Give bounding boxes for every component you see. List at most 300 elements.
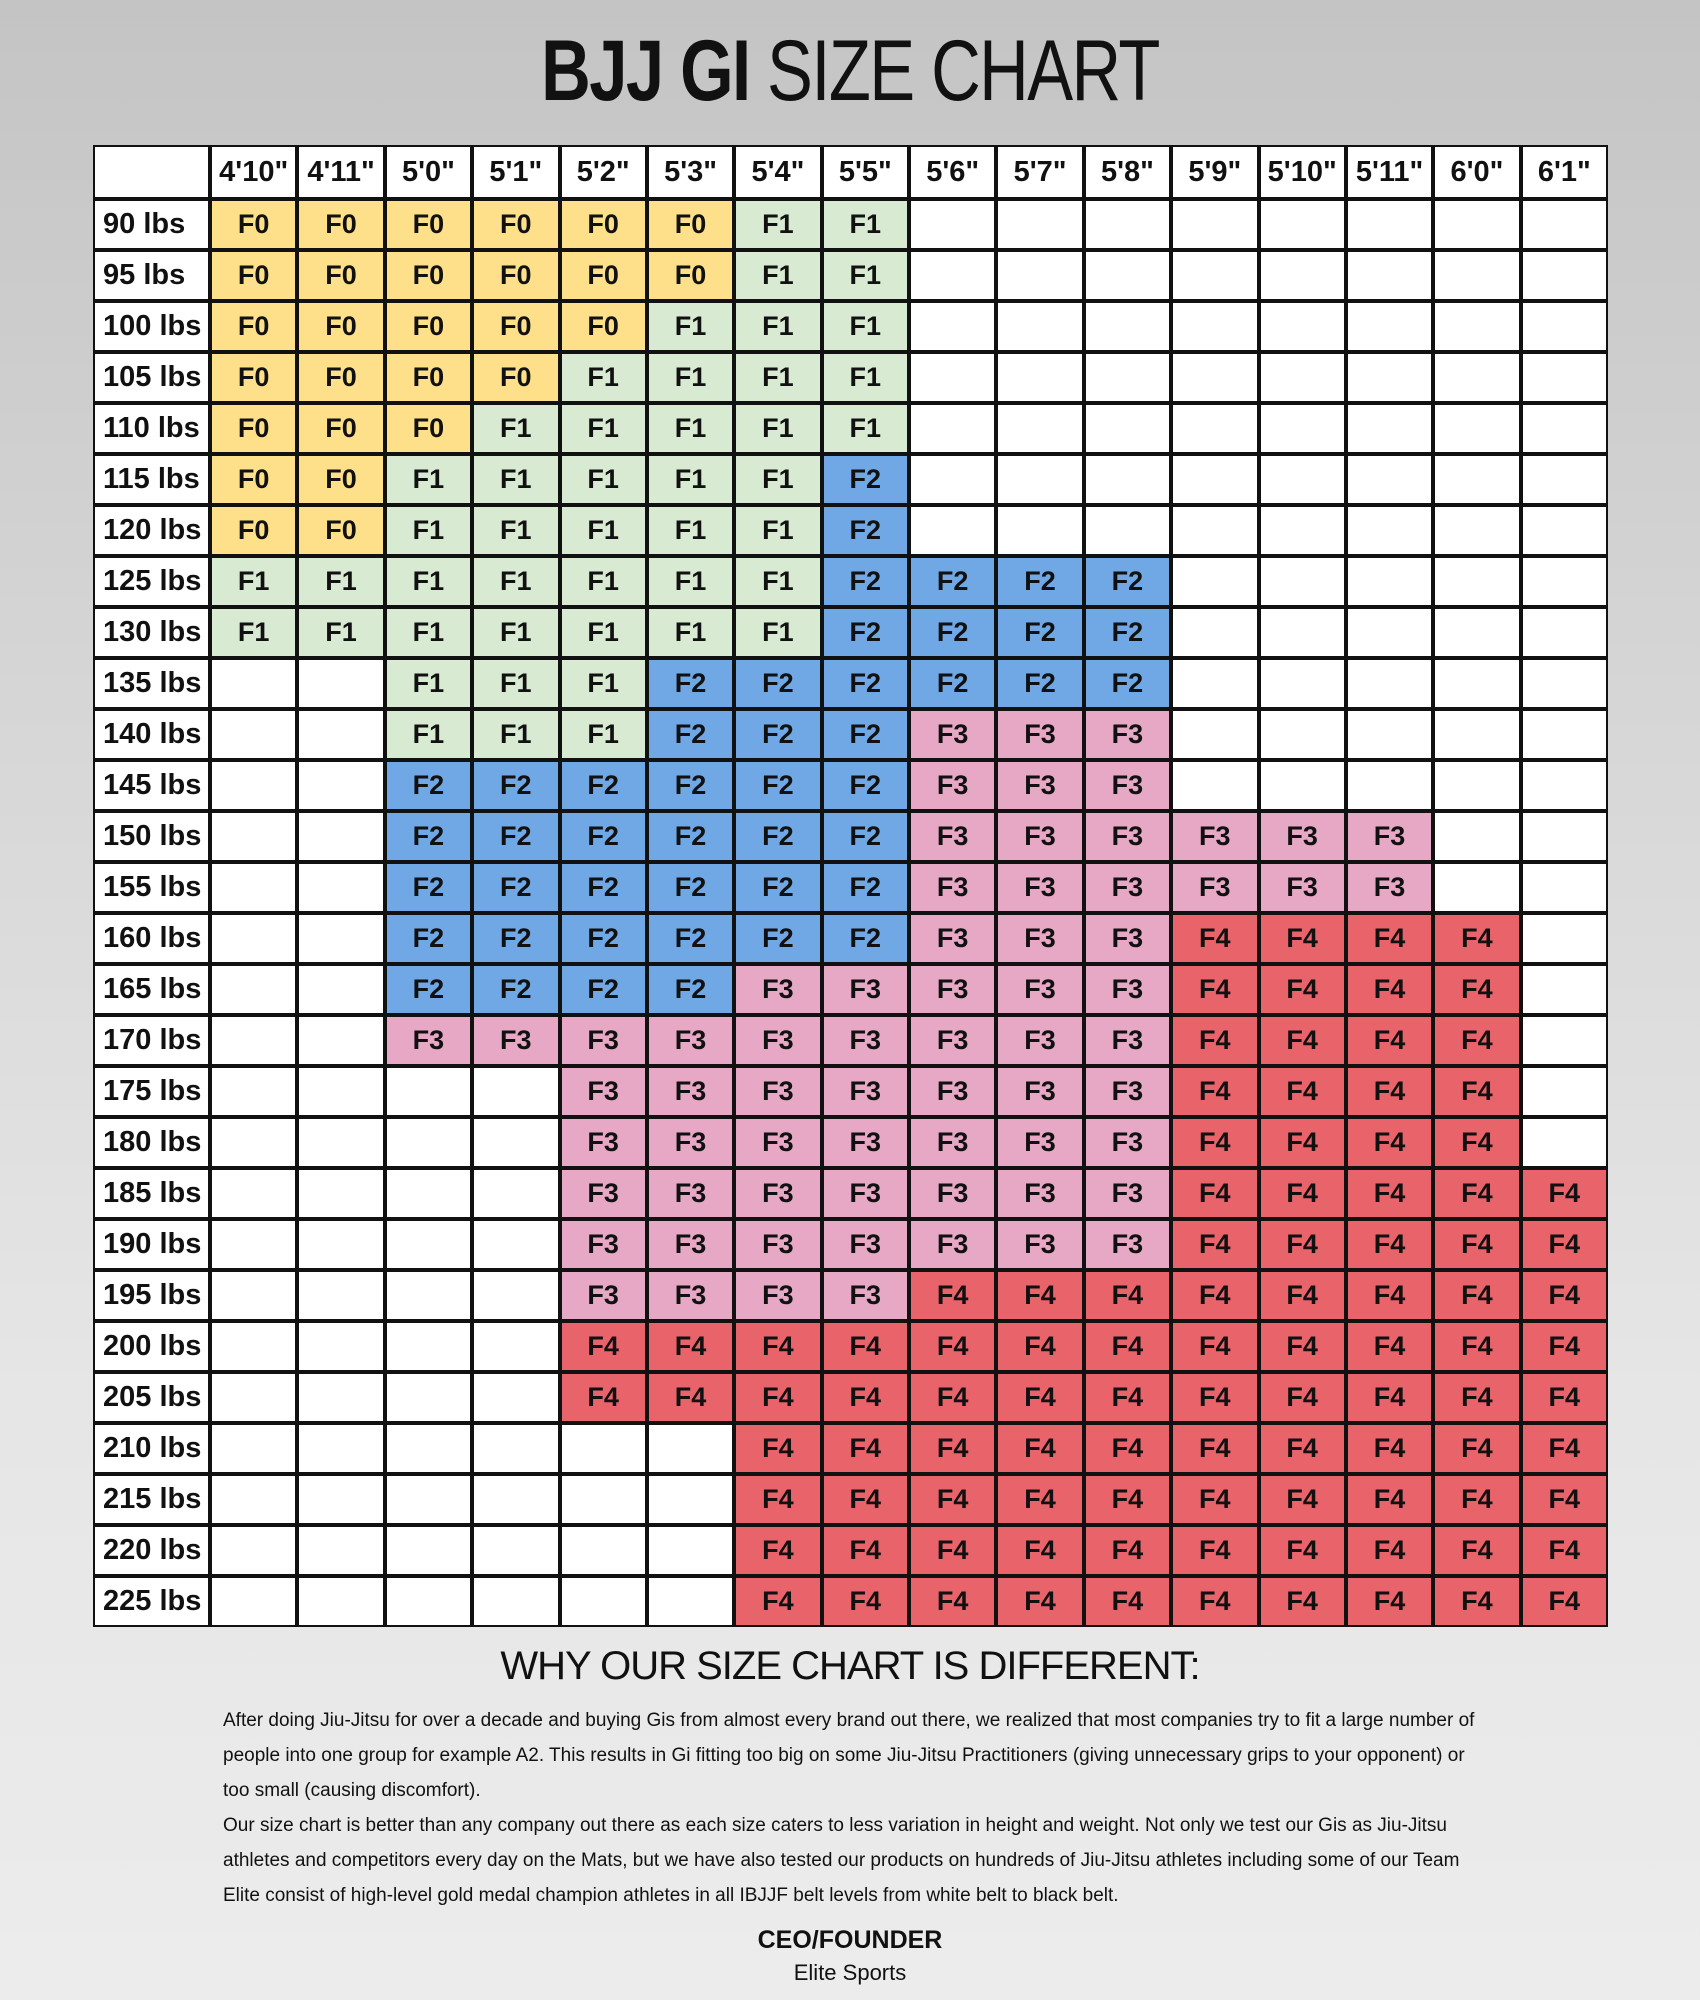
size-cell: F2 <box>649 660 732 707</box>
size-cell: F1 <box>736 252 819 299</box>
size-cell: F1 <box>387 711 470 758</box>
size-cell: F0 <box>387 405 470 452</box>
empty-cell <box>1435 201 1518 248</box>
column-header: 5'8" <box>1086 147 1169 197</box>
size-cell: F3 <box>1086 813 1169 860</box>
row-label: 185 lbs <box>95 1170 208 1217</box>
empty-cell <box>474 1374 557 1421</box>
empty-cell <box>474 1272 557 1319</box>
empty-cell <box>299 1323 382 1370</box>
empty-cell <box>649 1578 732 1625</box>
size-cell: F2 <box>911 609 994 656</box>
size-cell: F4 <box>1261 1170 1344 1217</box>
row-label: 165 lbs <box>95 966 208 1013</box>
empty-cell <box>1435 609 1518 656</box>
empty-cell <box>911 252 994 299</box>
empty-cell <box>1261 201 1344 248</box>
size-cell: F3 <box>911 762 994 809</box>
empty-cell <box>1435 456 1518 503</box>
empty-cell <box>212 1119 295 1166</box>
size-cell: F3 <box>736 1221 819 1268</box>
row-label: 105 lbs <box>95 354 208 401</box>
empty-cell <box>212 1425 295 1472</box>
size-cell: F1 <box>562 660 645 707</box>
size-cell: F0 <box>649 201 732 248</box>
row-label: 190 lbs <box>95 1221 208 1268</box>
row-label: 195 lbs <box>95 1272 208 1319</box>
row-label: 155 lbs <box>95 864 208 911</box>
size-cell: F4 <box>998 1272 1081 1319</box>
size-cell: F2 <box>387 813 470 860</box>
empty-cell <box>1348 252 1431 299</box>
column-header: 4'11" <box>299 147 382 197</box>
size-cell: F4 <box>1348 1068 1431 1115</box>
size-cell: F4 <box>1348 1221 1431 1268</box>
size-cell: F4 <box>562 1374 645 1421</box>
empty-cell <box>1173 558 1256 605</box>
size-cell: F3 <box>649 1017 732 1064</box>
size-cell: F0 <box>387 354 470 401</box>
row-label: 150 lbs <box>95 813 208 860</box>
row-label: 125 lbs <box>95 558 208 605</box>
section-title: WHY OUR SIZE CHART IS DIFFERENT: <box>500 1644 1200 1688</box>
row-label: 160 lbs <box>95 915 208 962</box>
size-cell: F0 <box>387 201 470 248</box>
column-header: 5'5" <box>824 147 907 197</box>
size-cell: F0 <box>212 354 295 401</box>
size-cell: F4 <box>1523 1527 1606 1574</box>
size-cell: F4 <box>1086 1578 1169 1625</box>
size-cell: F4 <box>1523 1374 1606 1421</box>
empty-cell <box>212 1578 295 1625</box>
size-cell: F1 <box>736 609 819 656</box>
empty-cell <box>1261 609 1344 656</box>
empty-cell <box>1435 303 1518 350</box>
empty-cell <box>212 1068 295 1115</box>
size-cell: F3 <box>562 1068 645 1115</box>
empty-cell <box>299 660 382 707</box>
empty-cell <box>1348 405 1431 452</box>
empty-cell <box>1523 456 1606 503</box>
empty-cell <box>299 1425 382 1472</box>
size-cell: F2 <box>824 864 907 911</box>
empty-cell <box>1435 405 1518 452</box>
size-cell: F4 <box>1523 1476 1606 1523</box>
empty-cell <box>387 1578 470 1625</box>
size-cell: F2 <box>911 558 994 605</box>
size-cell: F3 <box>998 915 1081 962</box>
size-cell: F4 <box>998 1425 1081 1472</box>
size-cell: F2 <box>824 711 907 758</box>
empty-cell <box>387 1323 470 1370</box>
empty-cell <box>1086 507 1169 554</box>
empty-cell <box>1435 252 1518 299</box>
empty-cell <box>387 1068 470 1115</box>
size-cell: F1 <box>299 558 382 605</box>
title-rest: SIZE CHART <box>749 23 1159 119</box>
size-cell: F1 <box>824 303 907 350</box>
size-cell: F4 <box>824 1476 907 1523</box>
size-cell: F2 <box>562 915 645 962</box>
empty-cell <box>562 1476 645 1523</box>
size-cell: F3 <box>1086 864 1169 911</box>
empty-cell <box>387 1527 470 1574</box>
empty-cell <box>1523 252 1606 299</box>
size-cell: F4 <box>1261 1017 1344 1064</box>
empty-cell <box>1435 711 1518 758</box>
empty-cell <box>1261 558 1344 605</box>
row-label: 210 lbs <box>95 1425 208 1472</box>
empty-cell <box>998 252 1081 299</box>
size-cell: F3 <box>911 864 994 911</box>
size-cell: F0 <box>299 354 382 401</box>
size-cell: F1 <box>736 456 819 503</box>
size-cell: F1 <box>474 405 557 452</box>
empty-cell <box>299 966 382 1013</box>
row-label: 95 lbs <box>95 252 208 299</box>
size-cell: F4 <box>998 1578 1081 1625</box>
empty-cell <box>1173 354 1256 401</box>
size-cell: F3 <box>824 1017 907 1064</box>
table-corner <box>95 147 208 197</box>
empty-cell <box>212 1221 295 1268</box>
title-bold: BJJ GI <box>541 23 750 119</box>
size-cell: F1 <box>649 507 732 554</box>
size-cell: F3 <box>911 1221 994 1268</box>
size-cell: F4 <box>998 1323 1081 1370</box>
size-cell: F1 <box>649 609 732 656</box>
size-cell: F4 <box>911 1476 994 1523</box>
size-cell: F0 <box>387 252 470 299</box>
size-cell: F4 <box>1348 1170 1431 1217</box>
empty-cell <box>1523 1017 1606 1064</box>
size-cell: F3 <box>1086 915 1169 962</box>
size-cell: F4 <box>1086 1425 1169 1472</box>
empty-cell <box>387 1119 470 1166</box>
size-cell: F3 <box>736 1272 819 1319</box>
size-cell: F2 <box>649 915 732 962</box>
size-cell: F4 <box>1523 1323 1606 1370</box>
size-cell: F2 <box>998 558 1081 605</box>
size-cell: F4 <box>1348 1578 1431 1625</box>
row-label: 140 lbs <box>95 711 208 758</box>
size-cell: F3 <box>474 1017 557 1064</box>
size-cell: F4 <box>562 1323 645 1370</box>
size-cell: F3 <box>562 1017 645 1064</box>
row-label: 130 lbs <box>95 609 208 656</box>
empty-cell <box>1261 660 1344 707</box>
empty-cell <box>1523 966 1606 1013</box>
size-cell: F4 <box>911 1527 994 1574</box>
size-cell: F2 <box>824 456 907 503</box>
empty-cell <box>299 1119 382 1166</box>
size-cell: F1 <box>562 405 645 452</box>
size-cell: F2 <box>1086 558 1169 605</box>
size-cell: F0 <box>387 303 470 350</box>
empty-cell <box>998 201 1081 248</box>
size-cell: F2 <box>824 609 907 656</box>
size-cell: F1 <box>474 609 557 656</box>
size-cell: F4 <box>1435 1323 1518 1370</box>
size-cell: F4 <box>1348 1527 1431 1574</box>
empty-cell <box>998 354 1081 401</box>
empty-cell <box>299 1170 382 1217</box>
empty-cell <box>1435 558 1518 605</box>
empty-cell <box>1435 660 1518 707</box>
size-cell: F4 <box>1435 915 1518 962</box>
size-cell: F4 <box>1173 1578 1256 1625</box>
size-cell: F1 <box>562 711 645 758</box>
size-cell: F2 <box>1086 609 1169 656</box>
size-cell: F3 <box>1086 1017 1169 1064</box>
size-cell: F0 <box>299 405 382 452</box>
column-header: 5'3" <box>649 147 732 197</box>
size-cell: F2 <box>736 813 819 860</box>
empty-cell <box>299 1017 382 1064</box>
size-cell: F2 <box>998 660 1081 707</box>
size-cell: F1 <box>387 456 470 503</box>
size-cell: F4 <box>1435 1017 1518 1064</box>
size-cell: F2 <box>824 762 907 809</box>
empty-cell <box>1086 252 1169 299</box>
size-cell: F0 <box>212 252 295 299</box>
empty-cell <box>299 1578 382 1625</box>
empty-cell <box>212 1374 295 1421</box>
empty-cell <box>212 1272 295 1319</box>
empty-cell <box>1086 456 1169 503</box>
empty-cell <box>387 1425 470 1472</box>
size-cell: F1 <box>387 660 470 707</box>
size-cell: F3 <box>649 1221 732 1268</box>
column-header: 6'0" <box>1435 147 1518 197</box>
size-cell: F1 <box>736 201 819 248</box>
size-cell: F4 <box>1173 1272 1256 1319</box>
row-label: 110 lbs <box>95 405 208 452</box>
empty-cell <box>387 1272 470 1319</box>
size-cell: F3 <box>911 711 994 758</box>
size-cell: F3 <box>1348 813 1431 860</box>
empty-cell <box>1348 201 1431 248</box>
size-cell: F4 <box>1173 1425 1256 1472</box>
size-cell: F3 <box>1086 966 1169 1013</box>
size-cell: F4 <box>1086 1527 1169 1574</box>
size-cell: F3 <box>1086 762 1169 809</box>
size-cell: F3 <box>736 1017 819 1064</box>
size-cell: F4 <box>1173 1017 1256 1064</box>
size-cell: F4 <box>649 1323 732 1370</box>
size-cell: F4 <box>1348 1425 1431 1472</box>
row-label: 215 lbs <box>95 1476 208 1523</box>
size-cell: F0 <box>212 507 295 554</box>
size-cell: F3 <box>998 966 1081 1013</box>
size-cell: F4 <box>1261 1221 1344 1268</box>
size-cell: F4 <box>1348 1476 1431 1523</box>
empty-cell <box>212 762 295 809</box>
empty-cell <box>212 1527 295 1574</box>
size-cell: F0 <box>212 405 295 452</box>
size-cell: F3 <box>824 1221 907 1268</box>
size-cell: F4 <box>824 1527 907 1574</box>
size-cell: F3 <box>911 1068 994 1115</box>
size-cell: F1 <box>824 201 907 248</box>
size-cell: F3 <box>824 1272 907 1319</box>
empty-cell <box>299 864 382 911</box>
empty-cell <box>299 1374 382 1421</box>
size-cell: F4 <box>1086 1476 1169 1523</box>
size-cell: F0 <box>474 201 557 248</box>
size-cell: F2 <box>387 762 470 809</box>
size-cell: F3 <box>998 1221 1081 1268</box>
empty-cell <box>1086 405 1169 452</box>
size-cell: F3 <box>824 966 907 1013</box>
empty-cell <box>1086 201 1169 248</box>
size-cell: F4 <box>1261 966 1344 1013</box>
size-cell: F4 <box>1086 1374 1169 1421</box>
size-cell: F1 <box>474 507 557 554</box>
empty-cell <box>911 405 994 452</box>
size-cell: F0 <box>474 252 557 299</box>
empty-cell <box>474 1221 557 1268</box>
size-cell: F2 <box>998 609 1081 656</box>
empty-cell <box>474 1425 557 1472</box>
size-cell: F3 <box>998 1017 1081 1064</box>
size-cell: F3 <box>824 1119 907 1166</box>
signature-company: Elite Sports <box>793 1960 907 1985</box>
size-cell: F4 <box>1348 1017 1431 1064</box>
size-cell: F2 <box>824 507 907 554</box>
size-cell: F4 <box>649 1374 732 1421</box>
size-cell: F1 <box>736 507 819 554</box>
empty-cell <box>1523 762 1606 809</box>
empty-cell <box>299 762 382 809</box>
size-cell: F3 <box>998 1068 1081 1115</box>
empty-cell <box>1173 303 1256 350</box>
size-cell: F1 <box>562 507 645 554</box>
empty-cell <box>1173 507 1256 554</box>
size-cell: F1 <box>736 405 819 452</box>
empty-cell <box>1523 813 1606 860</box>
empty-cell <box>212 966 295 1013</box>
empty-cell <box>998 405 1081 452</box>
empty-cell <box>387 1476 470 1523</box>
size-cell: F3 <box>998 813 1081 860</box>
size-cell: F2 <box>474 966 557 1013</box>
empty-cell <box>1173 456 1256 503</box>
size-cell: F3 <box>649 1272 732 1319</box>
row-label: 135 lbs <box>95 660 208 707</box>
size-cell: F1 <box>474 660 557 707</box>
size-cell: F4 <box>1435 1170 1518 1217</box>
size-cell: F2 <box>649 864 732 911</box>
empty-cell <box>1173 201 1256 248</box>
empty-cell <box>1261 303 1344 350</box>
size-cell: F3 <box>1261 813 1344 860</box>
size-cell: F0 <box>299 303 382 350</box>
size-cell: F2 <box>474 864 557 911</box>
empty-cell <box>212 1476 295 1523</box>
size-cell: F4 <box>1173 1527 1256 1574</box>
empty-cell <box>1523 711 1606 758</box>
size-cell: F1 <box>387 609 470 656</box>
size-cell: F1 <box>474 456 557 503</box>
empty-cell <box>1523 915 1606 962</box>
size-cell: F2 <box>824 813 907 860</box>
size-cell: F3 <box>1086 1068 1169 1115</box>
column-header: 5'6" <box>911 147 994 197</box>
row-label: 90 lbs <box>95 201 208 248</box>
size-cell: F0 <box>299 201 382 248</box>
empty-cell <box>1348 660 1431 707</box>
empty-cell <box>1523 405 1606 452</box>
size-cell: F0 <box>212 456 295 503</box>
size-cell: F2 <box>562 864 645 911</box>
paragraph-2: Our size chart is better than any company out there as each size caters to less variation in height and weight. Not only we test our Gis as Jiu-Jitsu athletes and competitors every day on the Mats, but we have also tested our products on hundreds of Jiu-Jitsu athletes including some of our Team Elite consist of high-level gold medal champion athletes in all IBJJF belt levels from white belt to black belt. <box>223 1815 1460 1906</box>
empty-cell <box>212 660 295 707</box>
row-label: 220 lbs <box>95 1527 208 1574</box>
size-cell: F4 <box>1435 1527 1518 1574</box>
empty-cell <box>1261 762 1344 809</box>
paragraph-1: After doing Jiu-Jitsu for over a decade and buying Gis from almost every brand out there, we realized that most companies try to fit a large number of people into one group for example A2. This results in Gi fitting too big on some Jiu-Jitsu Practitioners (giving unnecessary grips to your opponent) or too small (causing discomfort). <box>223 1710 1475 1801</box>
size-cell: F2 <box>736 864 819 911</box>
row-label: 200 lbs <box>95 1323 208 1370</box>
size-cell: F4 <box>736 1425 819 1472</box>
row-label: 120 lbs <box>95 507 208 554</box>
empty-cell <box>1523 558 1606 605</box>
empty-cell <box>649 1425 732 1472</box>
size-cell: F4 <box>1523 1221 1606 1268</box>
size-cell: F4 <box>1261 1527 1344 1574</box>
size-cell: F0 <box>562 303 645 350</box>
size-cell: F2 <box>736 762 819 809</box>
size-cell: F4 <box>1261 1578 1344 1625</box>
empty-cell <box>1348 303 1431 350</box>
size-cell: F4 <box>1261 915 1344 962</box>
size-cell: F3 <box>562 1170 645 1217</box>
size-cell: F4 <box>911 1323 994 1370</box>
size-cell: F3 <box>911 966 994 1013</box>
empty-cell <box>1173 609 1256 656</box>
size-cell: F3 <box>1086 711 1169 758</box>
size-cell: F2 <box>1086 660 1169 707</box>
size-cell: F3 <box>998 762 1081 809</box>
empty-cell <box>212 711 295 758</box>
size-cell: F1 <box>299 609 382 656</box>
size-cell: F4 <box>1435 1476 1518 1523</box>
size-cell: F4 <box>1348 966 1431 1013</box>
empty-cell <box>1173 405 1256 452</box>
empty-cell <box>474 1119 557 1166</box>
size-cell: F4 <box>1086 1323 1169 1370</box>
empty-cell <box>1523 1119 1606 1166</box>
size-cell: F4 <box>1261 1476 1344 1523</box>
row-label: 180 lbs <box>95 1119 208 1166</box>
size-cell: F4 <box>1523 1272 1606 1319</box>
size-cell: F4 <box>824 1323 907 1370</box>
size-cell: F4 <box>1348 915 1431 962</box>
size-cell: F4 <box>736 1527 819 1574</box>
column-header: 5'2" <box>562 147 645 197</box>
empty-cell <box>998 456 1081 503</box>
empty-cell <box>212 915 295 962</box>
size-cell: F1 <box>562 354 645 401</box>
empty-cell <box>1523 507 1606 554</box>
empty-cell <box>1086 354 1169 401</box>
empty-cell <box>299 711 382 758</box>
empty-cell <box>1086 303 1169 350</box>
empty-cell <box>1523 1068 1606 1115</box>
size-cell: F4 <box>1173 1221 1256 1268</box>
empty-cell <box>299 1476 382 1523</box>
